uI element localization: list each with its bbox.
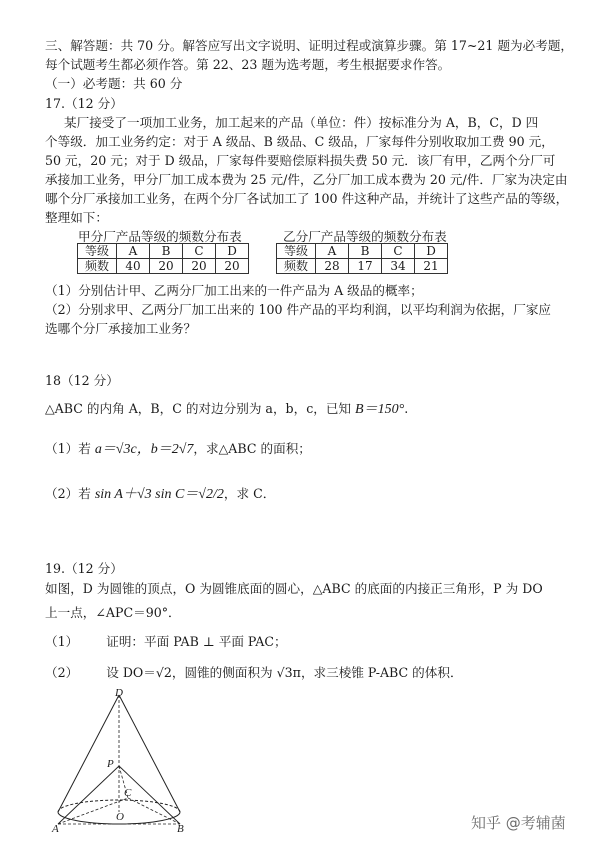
q19-part-1	[45, 633, 287, 650]
label-A: A	[52, 823, 59, 834]
table-a-cell: 20	[216, 259, 249, 274]
q17-line-4: 承接加工业务，甲分厂加工成本费为 25 元/件，乙分厂加工成本费为 20 元/件．厂家为决定由	[45, 172, 568, 187]
table-a-cell: 40	[117, 259, 150, 274]
table-b-cell: 17	[349, 259, 382, 274]
table-b-cell: C	[382, 244, 415, 259]
q17-number: 17.（12 分）	[45, 96, 123, 111]
table-a-cell: 等级	[78, 244, 117, 259]
q17-line-1: 某厂接受了一项加工业务，加工起来的产品（单位：件）按标准分为 A，B，C，D 四	[64, 115, 539, 130]
q19-line-2: 上一点，∠APC＝90°．	[45, 605, 181, 620]
q18-stem-end: .	[404, 401, 409, 416]
q18-stem	[45, 400, 408, 418]
q18-stem-text: △ABC 的内角 A，B，C 的对边分别为 a，b，c，已知	[45, 401, 356, 416]
q19-part-1-text: 证明：平面 PAB ⊥ 平面 PAC；	[106, 634, 287, 649]
q18-part-1-text: ，求△ABC 的面积；	[193, 441, 311, 456]
table-b-cell: 34	[382, 259, 415, 274]
table-a-cell: B	[150, 244, 183, 259]
q18-part-1-math: a＝√3c，b＝2√7	[94, 442, 194, 457]
table-a-data-row	[78, 259, 249, 274]
table-a-cell: 频数	[78, 259, 117, 274]
q17-part-2-cont: 选哪个分厂承接加工业务？	[45, 321, 197, 336]
q19-part-2-label: （2）	[45, 665, 79, 680]
table-a-cell: 20	[150, 259, 183, 274]
table-a-cell: 20	[183, 259, 216, 274]
table-b-data-row	[277, 259, 448, 274]
q17-line-3: 50 元，20 元；对于 D 级品，厂家每件要赔偿原料损失费 50 元．该厂有甲，乙两个分厂可	[45, 153, 556, 168]
q18-part-2-label: （2）若	[45, 486, 95, 501]
q18-part-2-math: sin A＋√3 sin C＝√2/2	[94, 487, 224, 502]
table-a-cell: D	[216, 244, 249, 259]
q18-stem-math: B＝150°	[355, 402, 405, 417]
q19-part-2	[45, 664, 463, 681]
table-a-cell: A	[117, 244, 150, 259]
q17-line-5: 哪个分厂承接加工业务，在两个分厂各试加工了 100 件这种产品，并统计了这些产品的等级，	[45, 191, 569, 206]
label-P: P	[107, 758, 114, 770]
label-B: B	[177, 823, 184, 834]
q19-line-1: 如图，D 为圆锥的顶点，O 为圆锥底面的圆心，△ABC 的底面的内接正三角形，P 为 DO	[45, 581, 543, 596]
q17-part-1: （1）分别估计甲、乙两分厂加工出来的一件产品为 A 级品的概率；	[45, 283, 423, 298]
table-b	[276, 243, 448, 274]
q18-part-2-text: ，求 C．	[223, 486, 276, 501]
label-O: O	[116, 811, 124, 823]
table-b-cell: 频数	[277, 259, 316, 274]
label-D: D	[115, 687, 123, 699]
q19-number: 19.（12 分）	[45, 561, 123, 576]
table-b-cell: 28	[316, 259, 349, 274]
table-a-title: 甲分厂产品等级的频数分布表	[78, 229, 242, 244]
section-heading: 三、解答题：共 70 分。解答应写出文字说明、证明过程或演算步骤。第 17~21 题为必考题，	[45, 38, 574, 53]
table-b-cell: D	[415, 244, 448, 259]
edge-BC	[128, 798, 180, 824]
q18-part-1	[45, 440, 311, 458]
table-b-cell: B	[349, 244, 382, 259]
q19-part-1-label: （1）	[45, 634, 79, 649]
table-b-header-row	[277, 244, 448, 259]
q17-part-2: （2）分别求甲、乙两分厂加工出来的 100 件产品的平均利润，以平均利润为依据，厂家应	[45, 302, 552, 317]
table-b-cell: A	[316, 244, 349, 259]
table-b-title: 乙分厂产品等级的频数分布表	[283, 229, 447, 244]
section-heading-cont: 每个试题考生都必须作答。第 22、23 题为选考题，考生根据要求作答。	[45, 57, 451, 72]
q18-part-1-label: （1）若	[45, 441, 95, 456]
cone-figure	[40, 686, 210, 834]
table-a-header-row	[78, 244, 249, 259]
label-C: C	[124, 787, 132, 799]
table-b-cell: 等级	[277, 244, 316, 259]
table-b-cell: 21	[415, 259, 448, 274]
table-a	[77, 243, 249, 274]
q17-line-2: 个等级．加工业务约定：对于 A 级品、B 级品、C 级品，厂家每件分别收取加工费 90 元，	[45, 134, 554, 149]
q18-number: 18（12 分）	[45, 373, 119, 388]
q17-line-6: 整理如下：	[45, 210, 108, 225]
section-subheading: （一）必考题：共 60 分	[45, 76, 183, 91]
q19-part-2-text: 设 DO＝√2，圆锥的侧面积为 √3π，求三棱锥 P-ABC 的体积．	[106, 665, 463, 680]
watermark: 知乎 @考辅菌	[471, 814, 566, 832]
q18-part-2	[45, 485, 275, 503]
table-a-cell: C	[183, 244, 216, 259]
